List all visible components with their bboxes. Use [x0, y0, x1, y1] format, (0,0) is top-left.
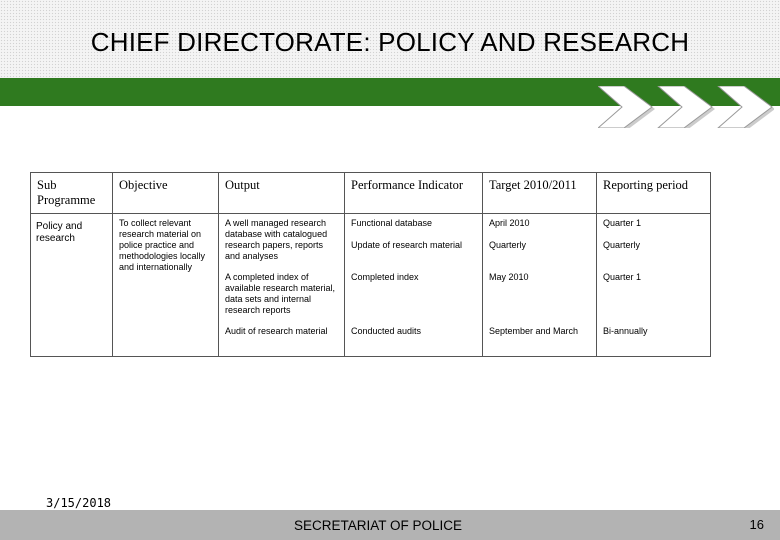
output-text: A completed index of available research material, data sets and internal research reports: [225, 272, 336, 315]
slide-date: 3/15/2018: [46, 496, 112, 510]
header-target: Target 2010/2011: [483, 173, 597, 214]
header-objective: Objective: [113, 173, 219, 214]
indicator-cell: [345, 214, 483, 357]
footer-org: SECRETARIAT OF POLICE: [293, 518, 463, 533]
period-text: Quarter 1: [603, 272, 642, 282]
target-text: Quarterly: [489, 240, 527, 250]
period-text: Quarterly: [603, 240, 641, 250]
chevron-arrows: [598, 86, 774, 128]
header-performance-indicator: Performance Indicator: [345, 173, 483, 214]
sub-programme-cell: Policy and research: [31, 214, 113, 357]
objective-cell: [113, 214, 219, 357]
target-text: April 2010: [489, 218, 530, 228]
period-text: Bi-annually: [603, 326, 648, 336]
output-text: A well managed research database with catalogued research papers, reports and analyses: [225, 218, 328, 261]
research-table: [30, 172, 711, 357]
indicator-text: Update of research material: [351, 240, 463, 250]
period-cell: [597, 214, 711, 357]
header-reporting-period: Reporting period: [597, 173, 711, 214]
chevron-arrow-icon: [718, 86, 774, 128]
chevron-arrow-icon: [658, 86, 715, 128]
output-text: Audit of research material: [225, 326, 328, 336]
header-output: Output: [219, 173, 345, 214]
table-header-row: [31, 173, 711, 214]
target-cell: [483, 214, 597, 357]
indicator-text: Completed index: [351, 272, 419, 282]
chevron-arrow-icon: [598, 86, 655, 128]
objective-text: To collect relevant research material on police practice and methodologies locally and internationally: [119, 218, 206, 272]
slide-title: CHIEF DIRECTORATE: POLICY AND RESEARCH: [90, 27, 690, 57]
indicator-text: Functional database: [351, 218, 433, 228]
table-row: [31, 214, 711, 357]
period-text: Quarter 1: [603, 218, 642, 228]
page-number: 16: [749, 517, 764, 532]
indicator-text: Conducted audits: [351, 326, 422, 336]
target-text: September and March: [489, 326, 579, 336]
output-cell: [219, 214, 345, 357]
target-text: May 2010: [489, 272, 529, 282]
header-sub-programme: Sub Programme: [31, 173, 113, 214]
